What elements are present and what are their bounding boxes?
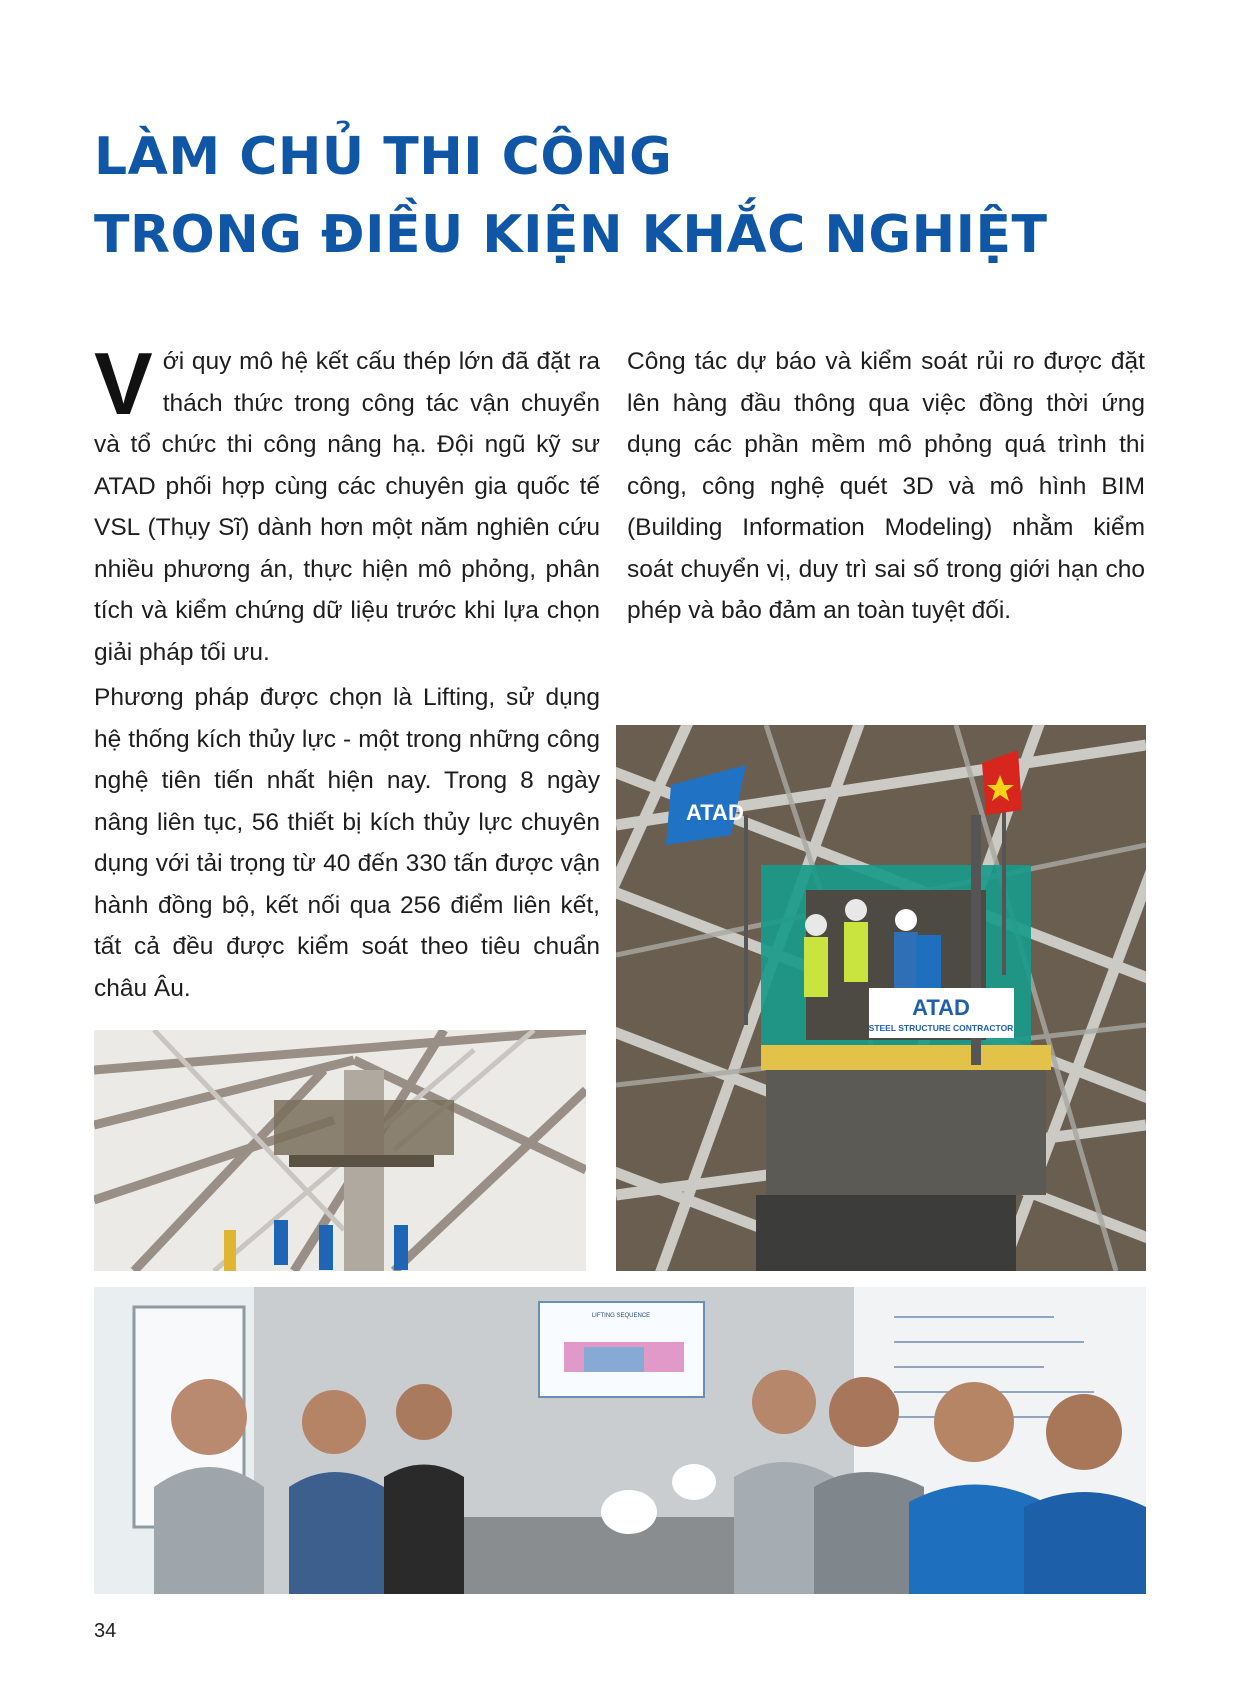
photo-steel-tower bbox=[94, 1030, 586, 1271]
drop-cap: V bbox=[94, 334, 153, 433]
page-title bbox=[94, 118, 1144, 274]
banner-caption: STEEL STRUCTURE CONTRACTOR bbox=[868, 1023, 1014, 1033]
flag-atad-text: ATAD bbox=[686, 800, 744, 825]
paragraph-lifting-method: Phương pháp được chọn là Lifting, sử dụng hệ thống kích thủy lực - một trong những công nghệ tiên tiến nhất hiện nay. Trong 8 ngày nâng liên tục, 56 thiết bị kích thủy lực chuyên dụng với tải trọng từ 40 đến 330 tấn được vận hành đồng bộ, kết nối qua 256 điểm liên kết, tất cả đều được kiểm soát theo tiêu chuẩn châu Âu. bbox=[94, 684, 600, 1002]
page-title-line-2: TRONG ĐIỀU KIỆN KHẮC NGHIỆT bbox=[94, 205, 1048, 265]
page-title-line-1: LÀM CHỦ THI CÔNG bbox=[94, 127, 673, 187]
screen-title: LIFTING SEQUENCE bbox=[591, 1313, 651, 1319]
photo-meeting-room bbox=[94, 1287, 1146, 1594]
photo-hydraulic-jack-platform bbox=[616, 725, 1146, 1271]
paragraph-intro bbox=[94, 334, 600, 673]
paragraph-intro-text: ới quy mô hệ kết cấu thép lớn đã đặt ra thách thức trong công tác vận chuyển và tổ chức thi công nâng hạ. Đội ngũ kỹ sư ATAD phối hợp cùng các chuyên gia quốc tế VSL (Thụy Sĩ) dành hơn một năm nghiên cứu nhiều phương án, thực hiện mô phỏng, phân tích và kiểm chứng dữ liệu trước khi lựa chọn giải pháp tối ưu. bbox=[94, 348, 600, 666]
paragraph-risk-control: Công tác dự báo và kiểm soát rủi ro được đặt lên hàng đầu thông qua việc đồng thời ứng dụng các phần mềm mô phỏng quá trình thi công, công nghệ quét 3D và mô hình BIM (Building Information Modeling) nhằm kiểm soát chuyển vị, duy trì sai số trong giới hạn cho phép và bảo đảm an toàn tuyệt đối. bbox=[627, 348, 1145, 624]
banner-atad-brand: ATAD bbox=[912, 995, 970, 1020]
page-number: 34 bbox=[94, 1620, 117, 1642]
